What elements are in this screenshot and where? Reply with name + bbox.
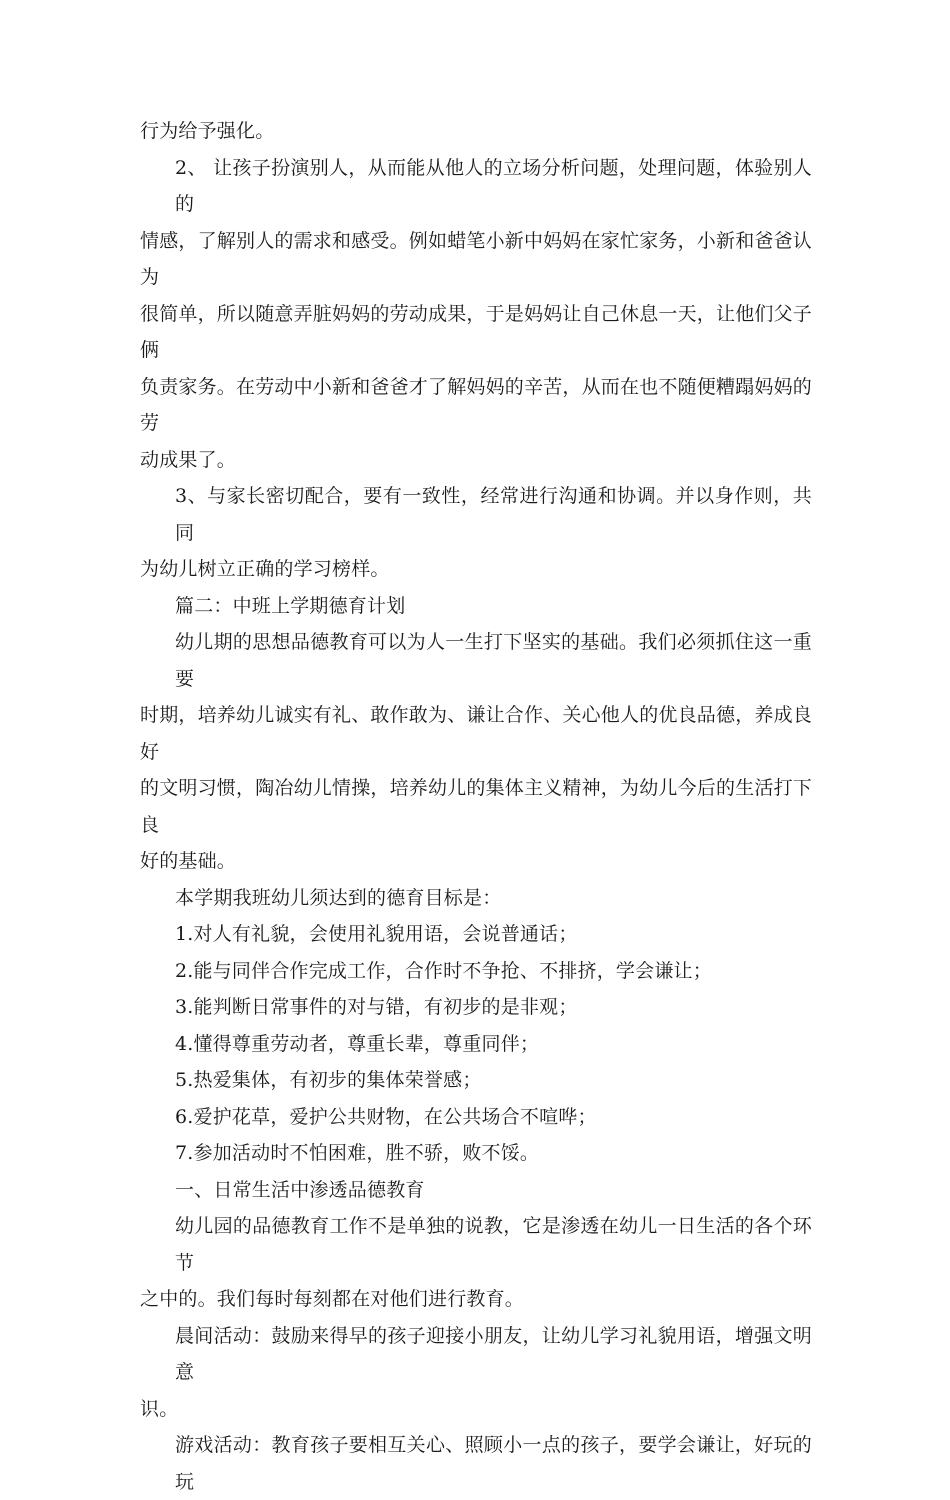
- paragraph-line: 6.爱护花草，爱护公共财物，在公共场合不喧哗；: [175, 1105, 597, 1128]
- paragraph: [140, 478, 812, 588]
- paragraph-line: 晨间活动：鼓励来得早的孩子迎接小朋友，让幼儿学习礼貌用语，增强文明意: [175, 1324, 812, 1383]
- paragraph-line: 动成果了。: [140, 448, 237, 471]
- paragraph-line: 1.对人有礼貌，会使用礼貌用语，会说普通话；: [175, 923, 578, 945]
- paragraph: [140, 1099, 812, 1136]
- paragraph: [140, 113, 812, 150]
- paragraph: [140, 1026, 812, 1063]
- paragraph-line: 行为给予强化。: [140, 120, 275, 142]
- paragraph-line: 为幼儿树立正确的学习榜样。: [140, 558, 390, 580]
- paragraph-line: 很简单，所以随意弄脏妈妈的劳动成果，于是妈妈让自己休息一天，让他们父子俩: [140, 302, 813, 361]
- paragraph: [140, 916, 812, 953]
- document-body: [140, 113, 812, 1500]
- paragraph-line: 篇二：中班上学期德育计划: [175, 594, 406, 617]
- paragraph-line: 时期，培养幼儿诚实有礼、敢作敢为、谦让合作、关心他人的优良品德，养成良好: [140, 704, 813, 763]
- paragraph: [140, 588, 812, 625]
- paragraph-line: 识。: [140, 1397, 179, 1420]
- paragraph-line: 幼儿期的思想品德教育可以为人一生打下坚实的基础。我们必须抓住这一重要: [175, 631, 812, 690]
- paragraph: [140, 953, 812, 990]
- paragraph-line: 情感，了解别人的需求和感受。例如蜡笔小新中妈妈在家忙家务，小新和爸爸认为: [140, 229, 813, 288]
- paragraph-line: 游戏活动：教育孩子要相互关心、照顾小一点的孩子，要学会谦让，好玩的玩: [175, 1434, 812, 1493]
- paragraph-line: 之中的。我们每时每刻都在对他们进行教育。: [140, 1288, 525, 1310]
- paragraph-line: 3、与家长密切配合，要有一致性，经常进行沟通和协调。并以身作则，共同: [175, 485, 812, 544]
- paragraph: [140, 880, 812, 917]
- paragraph-line: 2.能与同伴合作完成工作，合作时不争抢、不排挤，学会谦让；: [175, 959, 712, 982]
- paragraph: [140, 1208, 812, 1318]
- paragraph: [140, 150, 812, 479]
- paragraph: [140, 1318, 812, 1428]
- paragraph-line: 幼儿园的品德教育工作不是单独的说教，它是渗透在幼儿一日生活的各个环节: [175, 1215, 812, 1274]
- paragraph-line: 2、 让孩子扮演别人，从而能从他人的立场分析问题，处理问题，体验别人的: [175, 156, 812, 215]
- paragraph: [140, 1062, 812, 1099]
- paragraph-line: 5.热爱集体，有初步的集体荣誉感；: [175, 1069, 482, 1091]
- paragraph-line: 的文明习惯，陶冶幼儿情操，培养幼儿的集体主义精神，为幼儿今后的生活打下良: [140, 777, 813, 836]
- paragraph: [140, 1427, 812, 1500]
- paragraph-line: 一、日常生活中渗透品德教育: [175, 1178, 425, 1201]
- paragraph-line: 本学期我班幼儿须达到的德育目标是：: [175, 886, 502, 909]
- paragraph-line: 4.懂得尊重劳动者，尊重长辈，尊重同伴；: [175, 1032, 540, 1055]
- paragraph: [140, 624, 812, 880]
- paragraph-line: 好的基础。: [140, 850, 237, 872]
- paragraph: [140, 1172, 812, 1209]
- paragraph-line: 7.参加活动时不怕困难，胜不骄，败不馁。: [175, 1142, 540, 1164]
- paragraph: [140, 1135, 812, 1172]
- paragraph-line: 3.能判断日常事件的对与错，有初步的是非观；: [175, 996, 578, 1018]
- paragraph-line: 负责家务。在劳动中小新和爸爸才了解妈妈的辛苦，从而在也不随便糟蹋妈妈的劳: [140, 375, 813, 434]
- paragraph: [140, 989, 812, 1026]
